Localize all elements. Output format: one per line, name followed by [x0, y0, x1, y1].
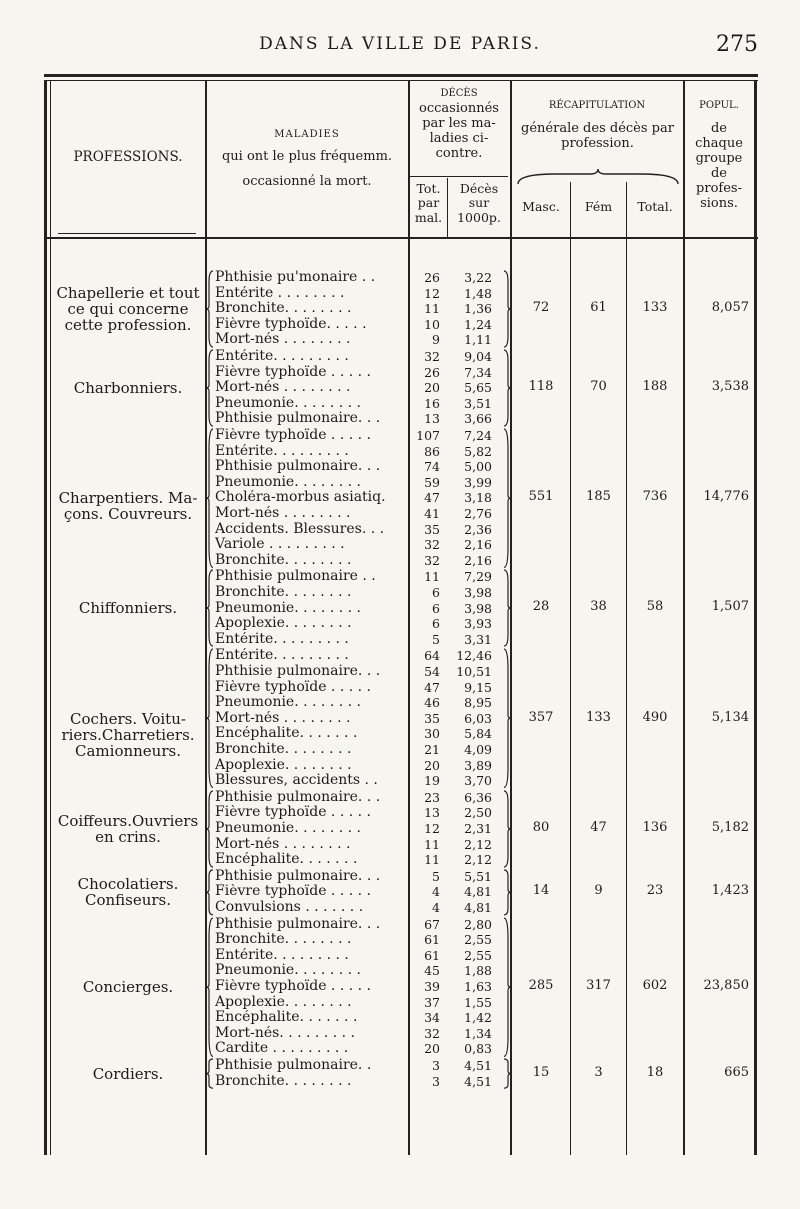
- disease-per-1000: 9,15: [464, 679, 492, 695]
- fem-header: Fém: [584, 199, 613, 214]
- group-brace-right: [503, 428, 511, 568]
- disease-per-1000: 12,46: [456, 648, 492, 664]
- disease-name: Encéphalite. . . . . . .: [215, 1010, 358, 1026]
- disease-per-1000: 4,09: [464, 742, 492, 757]
- disease-name: Encéphalite. . . . . . .: [215, 852, 358, 868]
- disease-per-1000: 5,82: [464, 443, 492, 459]
- group-brace-right: [503, 869, 511, 916]
- disease-per-1000: 4,51: [464, 1073, 492, 1089]
- disease-total: 35: [424, 710, 440, 726]
- disease-total: 20: [424, 1041, 440, 1057]
- disease-name: Mort-nés . . . . . . . .: [215, 710, 351, 726]
- popul-header: POPUL.: [699, 100, 739, 111]
- deces-sub-rule: [410, 176, 508, 177]
- disease-name: Entérite. . . . . . . . .: [215, 349, 349, 364]
- disease-per-1000: 7,24: [464, 428, 492, 443]
- disease-total: 3: [432, 1073, 440, 1089]
- masc-header: Masc.: [522, 199, 560, 214]
- top-rule-thick: [44, 74, 758, 77]
- disease-per-1000: 1,11: [464, 332, 492, 348]
- disease-total: 26: [424, 364, 440, 380]
- disease-name: Bronchite. . . . . . . .: [215, 1073, 352, 1089]
- disease-total: 5: [432, 631, 440, 647]
- recap-total: 136: [642, 819, 668, 835]
- disease-name: Fièvre typhoïde. . . . .: [215, 316, 367, 332]
- disease-per-1000: 4,81: [464, 884, 492, 900]
- disease-total: 4: [432, 884, 440, 900]
- profession-label: Charbonniers.: [73, 379, 183, 397]
- group-brace-left: [206, 349, 214, 427]
- per-1000-header: Décès sur 1000p.: [457, 181, 501, 225]
- disease-name: Mort-nés . . . . . . . .: [215, 506, 351, 521]
- disease-total: 67: [424, 916, 440, 932]
- disease-per-1000: 10,51: [456, 664, 492, 679]
- deces-subheader: occasionnés par les ma-ladies ci-contre.: [419, 101, 499, 161]
- disease-name: Apoplexie. . . . . . . .: [215, 757, 352, 773]
- disease-name: Phthisie pulmonaire. . .: [215, 664, 381, 679]
- disease-per-1000: 2,36: [464, 521, 492, 537]
- disease-per-1000: 3,98: [464, 585, 492, 600]
- recap-total: 23: [646, 883, 664, 899]
- disease-name: Bronchite. . . . . . . .: [215, 585, 352, 600]
- recap-masc: 28: [532, 599, 550, 615]
- col-divider-5: [570, 182, 571, 1155]
- recap-total: 188: [642, 379, 668, 394]
- disease-total: 6: [432, 616, 440, 632]
- disease-per-1000: 7,34: [464, 364, 492, 380]
- disease-name: Mort-nés. . . . . . . . .: [215, 1025, 355, 1041]
- disease-name: Phthisie pulmonaire. . .: [215, 411, 381, 427]
- disease-total: 26: [424, 270, 440, 285]
- disease-per-1000: 3,98: [464, 600, 492, 616]
- disease-total: 16: [424, 395, 440, 411]
- disease-name: Encéphalite. . . . . . .: [215, 726, 358, 742]
- left-border-inner: [50, 80, 51, 1155]
- disease-per-1000: 2,16: [464, 537, 492, 553]
- col-divider-7: [683, 80, 685, 1155]
- recap-total: 58: [646, 599, 664, 615]
- population: 665: [724, 1064, 749, 1080]
- disease-per-1000: 6,03: [464, 710, 492, 726]
- disease-total: 4: [432, 900, 440, 915]
- recap-masc: 285: [528, 977, 554, 993]
- disease-total: 11: [424, 836, 440, 852]
- profession-label: Concierges.: [82, 977, 174, 996]
- disease-name: Pneumonie. . . . . . . .: [215, 600, 361, 616]
- disease-name: Entérite. . . . . . . . .: [215, 443, 349, 459]
- recap-fem: 185: [586, 489, 611, 505]
- disease-total: 12: [424, 285, 440, 301]
- disease-per-1000: 3,70: [464, 773, 492, 789]
- population: 23,850: [703, 977, 749, 993]
- disease-total: 12: [424, 821, 440, 836]
- recap-masc: 357: [528, 709, 554, 725]
- recap-subheader: générale des décès par profession.: [521, 121, 674, 151]
- right-border: [754, 80, 757, 1155]
- disease-total: 61: [424, 947, 440, 963]
- disease-name: Entérite. . . . . . . . .: [215, 631, 349, 647]
- disease-name: Apoplexie. . . . . . . .: [215, 994, 352, 1010]
- recap-masc: 551: [528, 489, 554, 505]
- disease-per-1000: 2,12: [464, 852, 492, 868]
- professions-header: PROFESSIONS.: [73, 149, 183, 165]
- recap-fem: 133: [586, 709, 611, 725]
- group-brace-left: [206, 917, 214, 1057]
- disease-per-1000: 2,31: [464, 821, 492, 836]
- group-brace-left: [206, 648, 214, 788]
- recap-total: 490: [642, 709, 668, 725]
- recap-total: 18: [646, 1064, 664, 1080]
- disease-name: Phthisie pulmonaire. . .: [215, 459, 381, 475]
- recap-masc: 15: [532, 1064, 550, 1080]
- disease-per-1000: 7,29: [464, 569, 492, 585]
- maladies-subheader-2: occasionné la mort.: [242, 174, 372, 189]
- disease-name: Phthisie pulmonaire. .: [215, 1058, 372, 1073]
- page-number: 275: [716, 32, 758, 57]
- disease-name: Phthisie pu'monaire . .: [215, 270, 376, 285]
- left-border: [44, 80, 47, 1155]
- recap-fem: 70: [590, 379, 607, 394]
- profession-label: Chocolatiers. Confiseurs.: [77, 875, 179, 910]
- disease-name: Apoplexie. . . . . . . .: [215, 616, 352, 632]
- recap-masc: 118: [528, 379, 554, 394]
- disease-per-1000: 2,80: [464, 916, 492, 932]
- disease-name: Entérite . . . . . . . .: [215, 285, 345, 301]
- disease-total: 41: [424, 506, 440, 521]
- recap-fem: 317: [586, 977, 611, 993]
- disease-name: Choléra-morbus asiatiq.: [215, 490, 386, 506]
- disease-total: 10: [424, 316, 440, 332]
- population: 8,057: [711, 300, 749, 315]
- disease-total: 59: [424, 474, 440, 490]
- disease-name: Fièvre typhoïde . . . . .: [215, 884, 371, 900]
- profession-label: Chiffonniers.: [78, 599, 178, 618]
- disease-total: 37: [424, 994, 440, 1010]
- recap-fem: 9: [594, 883, 603, 899]
- disease-per-1000: 2,76: [464, 506, 492, 521]
- disease-per-1000: 4,51: [464, 1058, 492, 1073]
- disease-total: 13: [424, 805, 440, 821]
- population: 3,538: [711, 379, 749, 394]
- group-brace-left: [206, 270, 214, 348]
- disease-total: 13: [424, 411, 440, 427]
- population: 5,134: [711, 709, 749, 725]
- tot-per-maladie-header: Tot. par mal.: [414, 181, 443, 225]
- disease-per-1000: 3,18: [464, 490, 492, 506]
- disease-total: 3: [432, 1058, 440, 1073]
- disease-name: Entérite. . . . . . . . .: [215, 947, 349, 963]
- group-brace-right: [503, 1058, 511, 1089]
- disease-name: Fièvre typhoïde . . . . .: [215, 364, 371, 380]
- disease-name: Phthisie pulmonaire. . .: [215, 868, 381, 884]
- profession-label: Cochers. Voitu-riers.Charretiers. Camionneurs.: [61, 709, 195, 760]
- disease-total: 23: [424, 789, 440, 805]
- disease-per-1000: 3,51: [464, 395, 492, 411]
- disease-total: 39: [424, 979, 440, 994]
- group-brace-right: [503, 648, 511, 788]
- disease-total: 107: [416, 428, 440, 443]
- group-brace-right: [503, 270, 511, 348]
- disease-per-1000: 3,89: [464, 757, 492, 773]
- recap-total: 736: [642, 489, 668, 505]
- disease-name: Pneumonie. . . . . . . .: [215, 963, 361, 979]
- disease-total: 47: [424, 490, 440, 506]
- disease-per-1000: 3,66: [464, 411, 492, 427]
- disease-total: 5: [432, 868, 440, 884]
- disease-per-1000: 1,24: [464, 316, 492, 332]
- disease-name: Pneumonie. . . . . . . .: [215, 474, 361, 490]
- population: 1,507: [711, 599, 749, 615]
- disease-total: 34: [424, 1010, 440, 1026]
- disease-per-1000: 2,55: [464, 932, 492, 948]
- disease-per-1000: 8,95: [464, 695, 492, 711]
- running-title: DANS LA VILLE DE PARIS.: [259, 34, 541, 54]
- disease-name: Bronchite. . . . . . . .: [215, 552, 352, 568]
- disease-total: 86: [424, 443, 440, 459]
- disease-name: Phthisie pulmonaire . .: [215, 569, 376, 585]
- disease-name: Bronchite. . . . . . . .: [215, 301, 352, 317]
- disease-per-1000: 0,83: [464, 1041, 492, 1057]
- disease-total: 21: [424, 742, 440, 757]
- recap-fem: 47: [590, 819, 607, 835]
- disease-per-1000: 1,55: [464, 994, 492, 1010]
- profession-label: Cordiers.: [92, 1064, 164, 1083]
- disease-per-1000: 2,55: [464, 947, 492, 963]
- disease-per-1000: 2,16: [464, 552, 492, 568]
- disease-name: Mort-nés . . . . . . . .: [215, 380, 351, 396]
- disease-total: 11: [424, 852, 440, 868]
- deces-header: DÉCÈS: [440, 88, 478, 99]
- disease-per-1000: 4,81: [464, 900, 492, 915]
- group-brace-left: [206, 428, 214, 568]
- disease-total: 74: [424, 459, 440, 475]
- disease-total: 20: [424, 757, 440, 773]
- recap-masc: 72: [532, 300, 550, 315]
- group-brace-left: [206, 569, 214, 647]
- col-divider-3: [447, 178, 448, 238]
- disease-name: Bronchite. . . . . . . .: [215, 932, 352, 948]
- disease-name: Variole . . . . . . . . .: [215, 537, 345, 553]
- col-divider-6: [626, 182, 627, 1155]
- profession-label: Charpentiers. Ma-çons. Couvreurs.: [58, 489, 198, 524]
- maladies-header: MALADIES: [274, 129, 340, 140]
- group-brace-left: [206, 790, 214, 868]
- left-header-rule: [58, 233, 196, 234]
- disease-name: Pneumonie. . . . . . . .: [215, 395, 361, 411]
- disease-total: 46: [424, 695, 440, 711]
- disease-name: Pneumonie. . . . . . . .: [215, 821, 361, 836]
- disease-total: 30: [424, 726, 440, 742]
- group-brace-left: [206, 1058, 214, 1089]
- disease-total: 32: [424, 537, 440, 553]
- header-bottom-rule: [44, 237, 758, 239]
- disease-per-1000: 1,42: [464, 1010, 492, 1026]
- profession-label: Coiffeurs.Ouvriers en crins.: [57, 811, 199, 846]
- disease-name: Mort-nés . . . . . . . .: [215, 836, 351, 852]
- recap-total: 602: [642, 977, 668, 993]
- top-rule-thin: [44, 80, 758, 81]
- disease-total: 32: [424, 349, 440, 364]
- disease-total: 35: [424, 521, 440, 537]
- group-brace-right: [503, 790, 511, 868]
- recap-fem: 61: [590, 300, 607, 315]
- disease-total: 64: [424, 648, 440, 664]
- disease-name: Convulsions . . . . . . .: [215, 900, 364, 915]
- group-brace-right: [503, 569, 511, 647]
- disease-per-1000: 1,34: [464, 1025, 492, 1041]
- group-brace-right: [503, 917, 511, 1057]
- recap-header: RÉCAPITULATION: [548, 100, 646, 111]
- disease-total: 6: [432, 600, 440, 616]
- profession-label: Chapellerie et tout ce qui concerne cette profession.: [56, 284, 200, 334]
- disease-total: 19: [424, 773, 440, 789]
- recap-fem: 3: [594, 1064, 603, 1080]
- disease-per-1000: 1,63: [464, 979, 492, 994]
- disease-total: 11: [424, 301, 440, 317]
- disease-per-1000: 1,48: [464, 285, 492, 301]
- recap-masc: 14: [532, 883, 550, 899]
- disease-total: 45: [424, 963, 440, 979]
- recap-fem: 38: [590, 599, 607, 615]
- disease-per-1000: 3,93: [464, 616, 492, 632]
- disease-per-1000: 2,50: [464, 805, 492, 821]
- disease-total: 9: [432, 332, 440, 348]
- disease-name: Fièvre typhoïde . . . . .: [215, 679, 371, 695]
- disease-per-1000: 5,51: [464, 868, 492, 884]
- disease-name: Mort-nés . . . . . . . .: [215, 332, 351, 348]
- disease-name: Fièvre typhoïde . . . . .: [215, 979, 371, 994]
- popul-subheader: de chaque groupe de profes-sions.: [695, 121, 743, 211]
- population: 14,776: [703, 489, 749, 505]
- disease-name: Entérite. . . . . . . . .: [215, 648, 349, 664]
- disease-per-1000: 1,88: [464, 963, 492, 979]
- population: 5,182: [711, 819, 749, 835]
- group-brace-right: [503, 349, 511, 427]
- recap-total: 133: [642, 300, 668, 315]
- disease-per-1000: 5,84: [464, 726, 492, 742]
- disease-total: 61: [424, 932, 440, 948]
- disease-total: 32: [424, 552, 440, 568]
- disease-name: Accidents. Blessures. . .: [215, 521, 385, 537]
- recap-header-brace: [516, 168, 680, 186]
- disease-name: Phthisie pulmonaire. . .: [215, 916, 381, 932]
- disease-per-1000: 9,04: [464, 349, 492, 364]
- maladies-subheader: qui ont le plus fréquemm.: [221, 149, 393, 164]
- disease-total: 6: [432, 585, 440, 600]
- disease-per-1000: 3,31: [464, 631, 492, 647]
- disease-total: 11: [424, 569, 440, 585]
- disease-name: Fièvre typhoïde . . . . .: [215, 805, 371, 821]
- disease-total: 20: [424, 380, 440, 396]
- disease-per-1000: 5,00: [464, 459, 492, 475]
- disease-name: Cardite . . . . . . . . .: [215, 1041, 349, 1057]
- disease-per-1000: 3,99: [464, 474, 492, 490]
- disease-name: Blessures, accidents . .: [215, 773, 378, 789]
- disease-per-1000: 5,65: [464, 380, 492, 396]
- disease-name: Fièvre typhoïde . . . . .: [215, 428, 371, 443]
- disease-total: 47: [424, 679, 440, 695]
- total-header: Total.: [637, 199, 673, 214]
- disease-per-1000: 6,36: [464, 789, 492, 805]
- disease-name: Pneumonie. . . . . . . .: [215, 695, 361, 711]
- disease-per-1000: 2,12: [464, 836, 492, 852]
- group-brace-left: [206, 869, 214, 916]
- disease-total: 32: [424, 1025, 440, 1041]
- disease-per-1000: 1,36: [464, 301, 492, 317]
- disease-total: 54: [424, 664, 440, 679]
- population: 1,423: [711, 883, 749, 899]
- recap-masc: 80: [532, 819, 550, 835]
- running-head: [0, 34, 800, 60]
- disease-name: Bronchite. . . . . . . .: [215, 742, 352, 757]
- disease-per-1000: 3,22: [464, 270, 492, 285]
- disease-name: Phthisie pulmonaire. . .: [215, 789, 381, 805]
